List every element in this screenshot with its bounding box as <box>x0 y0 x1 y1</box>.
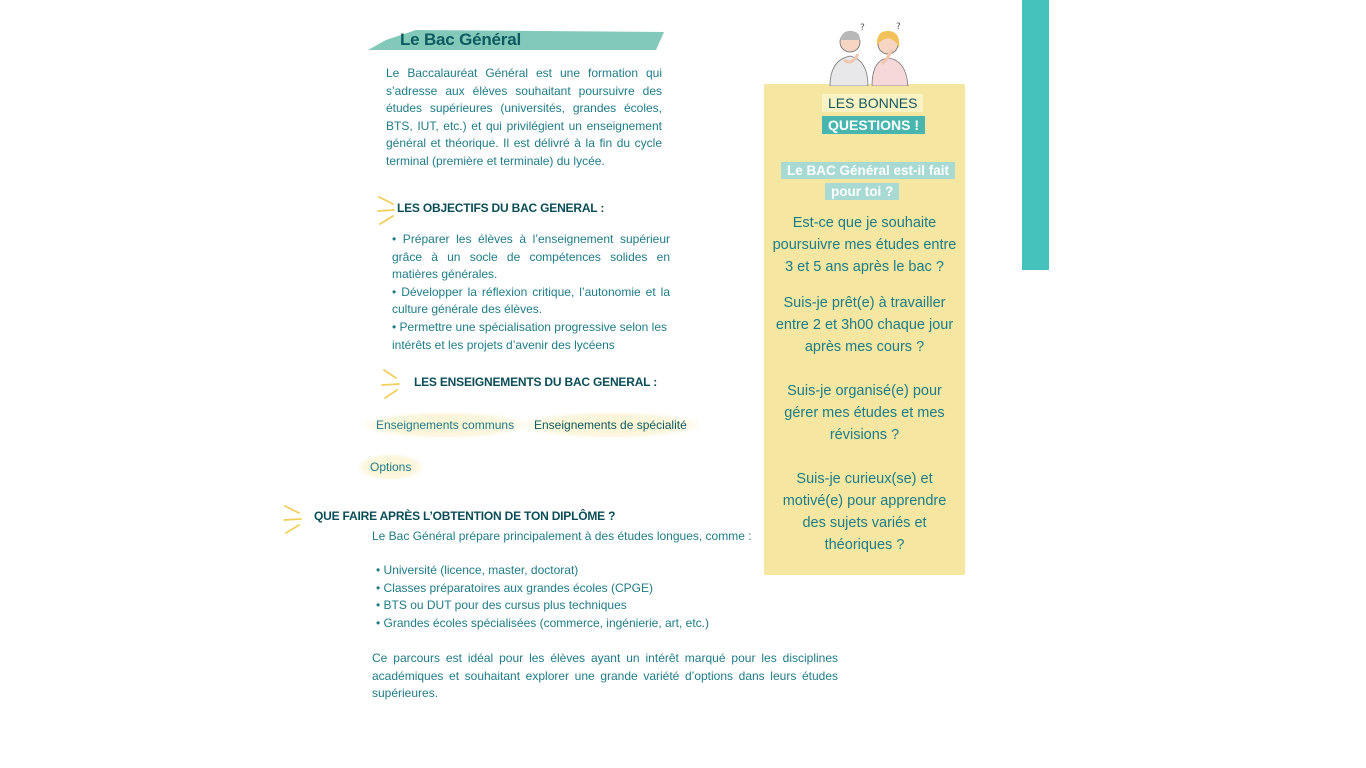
objectives-title: LES OBJECTIFS DU BAC GENERAL : <box>397 201 605 215</box>
teachings-title: LES ENSEIGNEMENTS DU BAC GENERAL : <box>414 375 658 389</box>
question-heading-line1: Le BAC Général est-il fait <box>781 162 955 179</box>
chip-options[interactable]: Options <box>358 454 423 480</box>
question-heading-line2: pour toi ? <box>825 183 899 200</box>
list-item: • BTS ou DUT pour des cursus plus techniques <box>376 598 627 613</box>
list-item: • Permettre une spécialisation progressive selon les intérêts et les projets d’avenir des lycéens <box>392 319 668 352</box>
list-item: • Développer la réflexion critique, l’autonomie et la culture générale des élèves. <box>392 284 670 317</box>
question-item: Suis-je organisé(e) pour gérer mes études et mes révisions ? <box>784 383 945 443</box>
after-title: QUE FAIRE APRÈS L’OBTENTION DE TON DIPLÔME ? <box>314 509 616 523</box>
page-title: Le Bac Général <box>400 30 521 49</box>
svg-text:?: ? <box>860 23 865 33</box>
burst-icon <box>377 194 399 228</box>
intro-paragraph: Le Baccalauréat Général est une formation qui s’adresse aux élèves souhaitant poursuivre des études supérieures (universités, grandes écoles, BTS, IUT, etc.) et qui privilégient un enseignement général et théorique. Il est délivré à la fin du cycle terminal (première et terminale) du lycée. <box>386 66 662 168</box>
objectives-list <box>392 231 670 354</box>
burst-icon <box>381 368 403 402</box>
chip-enseignements-communs[interactable]: Enseignements communs <box>364 412 526 438</box>
question-item: Suis-je prêt(e) à travailler entre 2 et 3h00 chaque jour après mes cours ? <box>775 295 954 355</box>
chip-enseignements-specialite[interactable]: Enseignements de spécialité <box>522 412 699 438</box>
list-item: • Université (licence, master, doctorat) <box>376 563 579 577</box>
after-outro: Ce parcours est idéal pour les élèves ayant un intérêt marqué pour les disciplines académiques et souhaitant explorer une grande variété d’options dans leurs études supérieures. <box>372 651 838 701</box>
after-list <box>376 562 756 632</box>
after-intro: Le Bac Général prépare principalement à des études longues, comme : <box>372 529 752 543</box>
svg-text:?: ? <box>896 22 901 32</box>
thinking-people-illustration <box>822 20 922 86</box>
panel-header-line2: QUESTIONS ! <box>822 116 925 134</box>
teal-accent-bar <box>1022 0 1049 270</box>
question-item: Suis-je curieux(se) et motivé(e) pour apprendre des sujets variés et théoriques ? <box>782 471 947 553</box>
question-item: Est-ce que je souhaite poursuivre mes études entre 3 et 5 ans après le bac ? <box>772 215 957 275</box>
list-item: • Préparer les élèves à l’enseignement supérieur grâce à un socle de compétences solides en matières générales. <box>392 232 670 282</box>
list-item: • Classes préparatoires aux grandes écoles (CPGE) <box>376 580 653 595</box>
burst-icon <box>282 503 304 537</box>
panel-header-line1: LES BONNES <box>822 94 923 112</box>
list-item: • Grandes écoles spécialisées (commerce, ingénierie, art, etc.) <box>376 615 710 630</box>
